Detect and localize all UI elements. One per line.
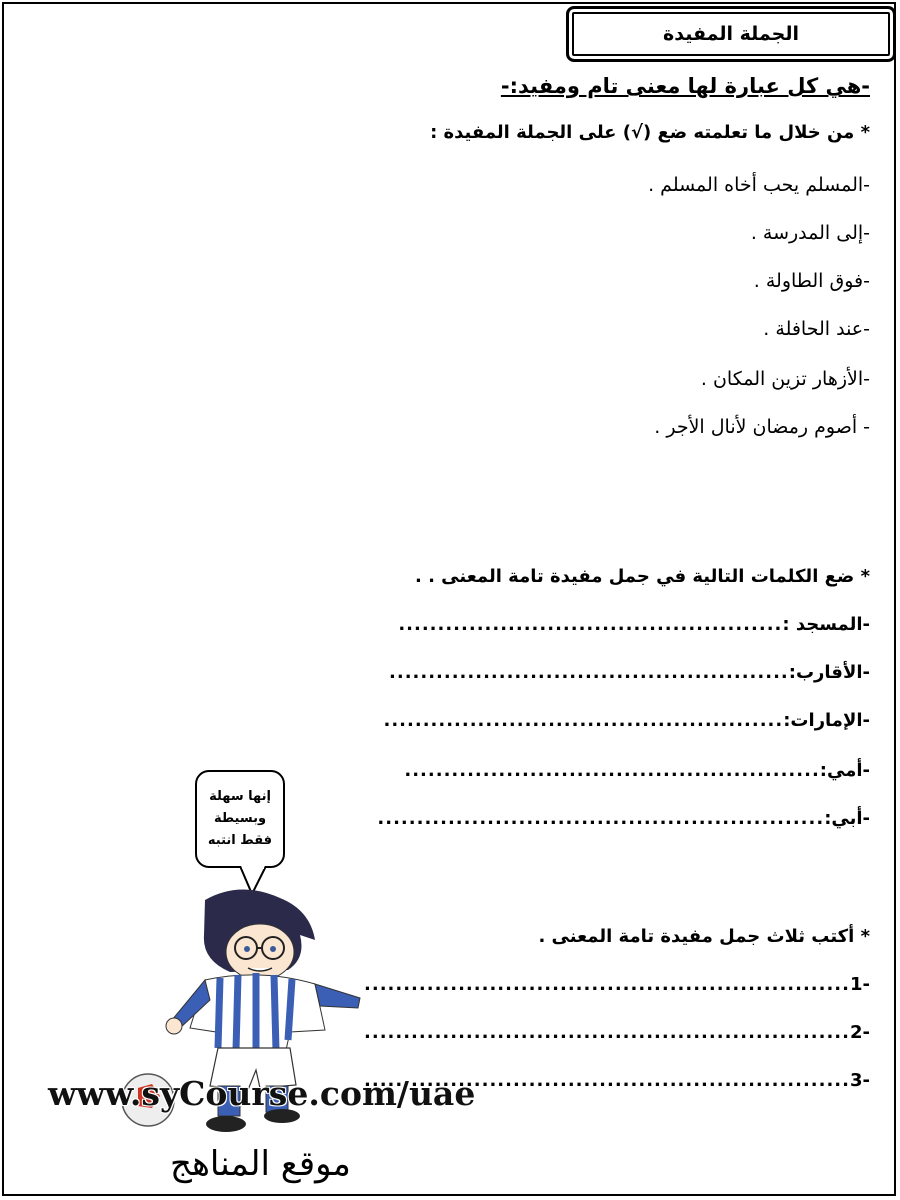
word-label: -المسجد : (782, 614, 870, 635)
answer-dots: ................................................... (383, 710, 784, 731)
list-item: - أصوم رمضان لأنال الأجر . (654, 416, 870, 438)
answer-dots: .............................................................. (364, 1070, 850, 1091)
fill-row (398, 614, 870, 635)
section2-prompt: * ضع الكلمات التالية في جمل مفيدة تامة المعنى . . (414, 566, 870, 587)
word-label: -أمي: (819, 760, 870, 781)
line-number: -1 (849, 974, 870, 995)
bubble-line: وبسيطة (213, 811, 267, 826)
title-box (566, 6, 896, 62)
word-label: -الأقارب: (788, 662, 870, 683)
list-item: -الأزهار تزين المكان . (700, 368, 870, 390)
bubble-line: فقط انتبه (207, 833, 273, 848)
line-number: -3 (849, 1070, 870, 1091)
fill-row (404, 760, 870, 781)
fill-row (364, 974, 870, 995)
watermark-site-name: موقع المناهج (170, 1144, 351, 1184)
page-title: الجملة المفيدة (663, 23, 799, 45)
list-item: -المسلم يحب أخاه المسلم . (648, 174, 870, 196)
section3-prompt: * أكتب ثلاث جمل مفيدة تامة المعنى . (538, 926, 870, 947)
section1-prompt: * من خلال ما تعلمته ضع (√) على الجملة المفيدة : (430, 122, 870, 143)
line-number: -2 (849, 1022, 870, 1043)
answer-dots: .............................................................. (364, 1022, 850, 1043)
answer-dots: .............................................................. (364, 974, 850, 995)
list-item: -فوق الطاولة . (753, 270, 870, 292)
word-label: -الإمارات: (783, 710, 870, 731)
definition-text: -هي كل عبارة لها معنى تام ومفيد:- (500, 74, 870, 98)
answer-dots: ......................................................... (377, 808, 825, 829)
fill-row (364, 1022, 870, 1043)
bubble-line: إنها سهلة (209, 789, 271, 804)
fill-row (377, 808, 870, 829)
answer-dots: ................................................... (389, 662, 789, 683)
speech-bubble (195, 770, 285, 868)
answer-dots: ..................................................... (404, 760, 820, 781)
watermark-url: www.syCourse.com/uae (48, 1074, 476, 1113)
answer-dots: ................................................. (398, 614, 783, 635)
word-label: -أبي: (824, 808, 870, 829)
list-item: -إلى المدرسة . (750, 222, 870, 244)
fill-row (389, 662, 870, 683)
list-item: -عند الحافلة . (763, 318, 870, 340)
fill-row (384, 710, 871, 731)
